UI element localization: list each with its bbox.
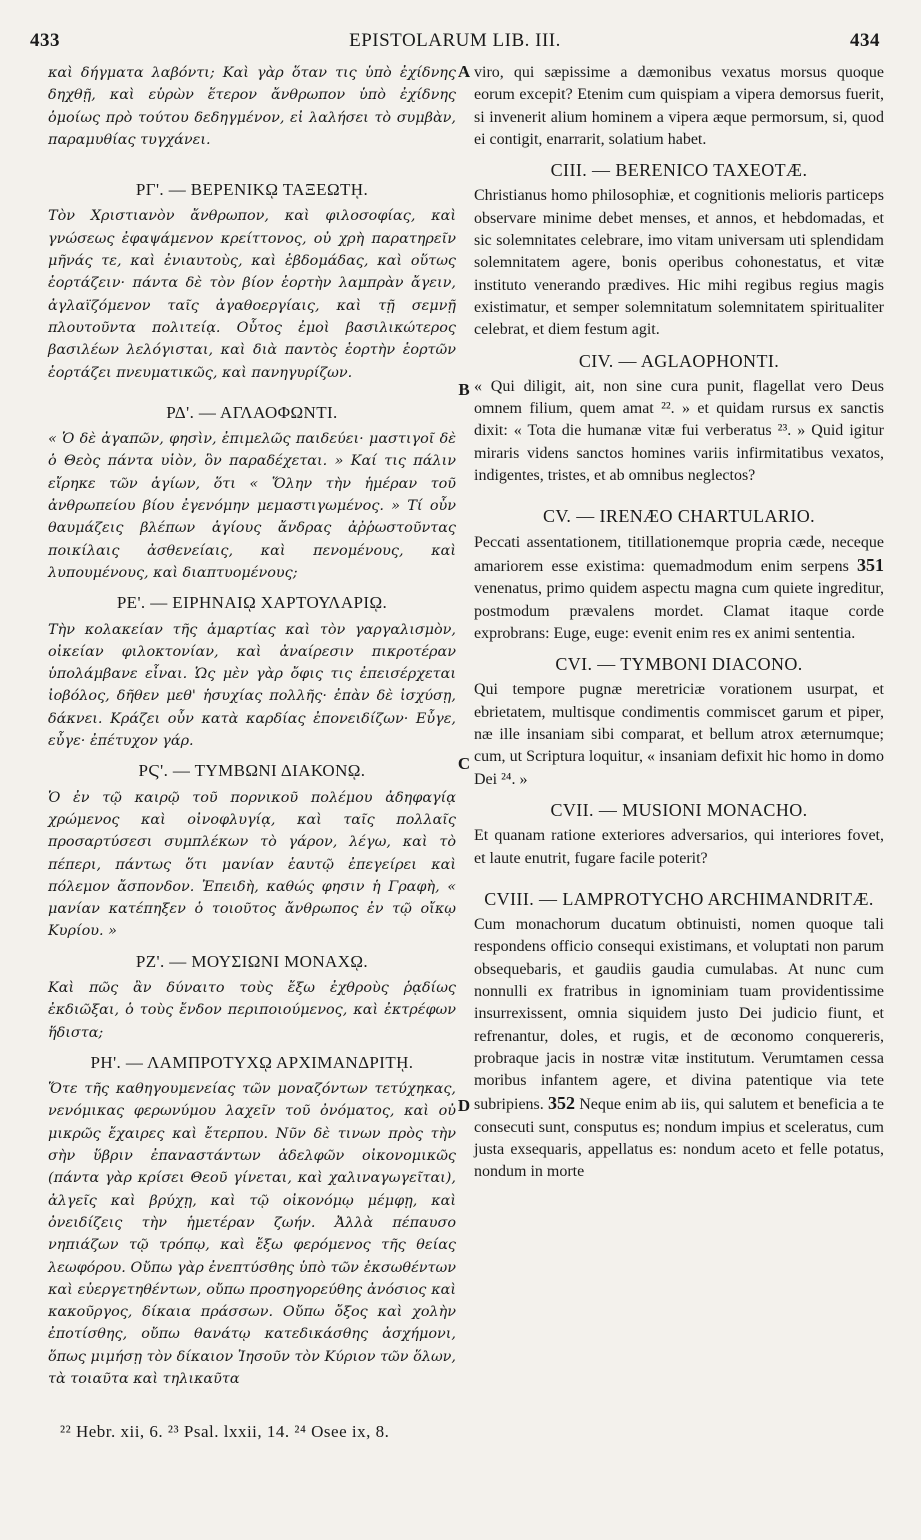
column-marker-c: C [457,754,471,773]
greek-heading-104: ΡΔ'. — ΑΓΛΑΟΦΩΝΤΙ. [166,402,338,422]
running-title: EPISTOLARUM LIB. III. [349,30,561,51]
latin-intro: viro, qui sæpissime a dæmonibus vexatus morsus quoque eorum excepit? Etenim cum quispiam a vipera demorsus fuerit, si invenerit alium hominem a vipera æque permorsum, si, quod ei contigit, enarrarit, solatium habet. [474,64,884,148]
marginal-page-number-351: 351 [857,554,885,575]
latin-letter-106: Qui tempore pugnæ meretriciæ vorationem usurpat, et ebrietatem, multisque condimentis commiscet garum et piper, næ ille insaniam sibi comparat, et bellum atrox æternumque; cum, ut Scriptura loquitur, « insaniam defixit hic homo in domo Dei ²⁴. » [474,681,884,788]
marginal-page-number-352: 352 [547,1093,575,1114]
greek-heading-105: ΡΕ'. — ΕΙΡΗΝΑΙῼ ΧΑΡΤΟΥΛΑΡΙῼ. [116,593,388,613]
latin-letter-108-part1: Cum monachorum ducatum obtinuisti, nomen quoque tali respondens officio consequi existimans, et voluptati non parum obsequebaris, et gaudiis gaudia cumulabas. At nunc cum nonnulli ex fratribus in ignominiam tuam providentissime insurrexissent, omnia siquidem justo Dei judicio fiunt, et refrenantur, doles, et rugis, et de œconomo conquereris, probraque jacis in nostræ vitæ institutum. Verumtamen cessa moribus infantem agere, et divina patentique via tete subripiens. [474,916,884,1114]
greek-heading-108: ΡΗ'. — ΛΑΜΠΡΟΤΥΧῼ ΑΡΧΙΜΑΝΔΡΙΤῌ. [90,1052,414,1072]
latin-letter-105 [474,532,884,645]
running-head [30,30,880,56]
greek-heading-103: ΡΓ'. — ΒΕΡΕΝΙΚῼ ΤΑΞΕΩΤῌ. [135,180,369,200]
greek-letter-104: « Ὁ δὲ ἀγαπῶν, φησὶν, ἐπιμελῶς παιδεύει· μαστιγοῖ δὲ ὁ Θεὸς πάντα υἱὸν, ὃν παραδέχεται. » Καί τις πάλιν εἴρηκε τῶν ἁγίων, ὅτι « Ὅλην τὴν ἡμέραν τοῦ ἀνθρωπείου βίου ἐγενόμην μεμαστιγωμένος. » Τί οὖν θαυμάζεις βλέπων ἁγίους ἄνδρας ἀῤῥωστοῦντας ποικίλαις ἀσθενείαις, καὶ πενομένους, καὶ λυπουμένους, καὶ διαπτυομένους; [48,431,456,581]
greek-letter-105: Τὴν κολακείαν τῆς ἁμαρτίας καὶ τὸν γαργαλισμὸν, οἰκείαν φιλοκτονίαν, καὶ ἀναίρεσιν πικροτέραν ὑπολάμβανε εἶναι. Ὡς μὲν γὰρ ὄφις τις ἐπεισέρχεται ἰοβόλος, δῆθεν μεθ' ἡσυχίας πολλῆς· ἐπὰν δὲ ἰσχύσῃ, δάκνει. Κράζει οὖν κατὰ καρδίας ἐπονειδίζων· Εὖγε, εὖγε· ἐπέτυχον γάρ. [48,621,456,750]
greek-letter-107: Καὶ πῶς ἂν δύναιτο τοὺς ἔξω ἐχθροὺς ῥᾳδίως ἐκδιῶξαι, ὁ τοὺς ἔνδον περιποιούμενος, καὶ ἐκτρέφων ἥδιστα; [48,979,456,1041]
footnotes: ²² Hebr. xii, 6. ²³ Psal. lxxii, 14. ²⁴ Osee ix, 8. [60,1422,390,1441]
latin-column [474,62,884,1184]
greek-letter-108: Ὅτε τῆς καθηγουμενείας τῶν μοναζόντων τετύχηκας, νενόμικας φερωνύμου λαχεῖν τοῦ ὀνόματος, καὶ οὐ μικρῶς ἔχαιρες καὶ ἔτερπου. Νῦν δὲ τινων πρὸς τὴν σὴν ὕβριν ἐπαναστάντων ἀδελφῶν οἰκονομικῶς (πάντα γὰρ κρίσει Θεοῦ γίνεται, καὶ χαλιναγωγεῖται), ἀλγεῖς καὶ βρύχῃ, καὶ τῷ οἰκονόμῳ μέμφῃ, καὶ ὀνειδίζεις τὴν ἡμετέραν ζωήν. Ἀλλὰ πέπαυσο νηπιάζων τῷ τρόπῳ, καὶ ἔξω φερόμενος τῆς θείας λεωφόρου. Οὔπω γὰρ ἐνεπτύσθης ὑπὸ τῶν ἐκσωθέντων καὶ εὐεργετηθέντων, οὔπω προσηγορεύθης ἀνόσιος καὶ κακοῦργος, δίκαια πράσσων. Οὔπω ὄξος καὶ χολὴν ἐποτίσθης, οὔπω θανάτῳ κατεδικάσθης ἀσχήμονι, ὅπως μιμήσῃ τὸν δίκαιον Ἰησοῦν τὸν Κύριον τῶν ὅλων, τὰ τοιαῦτα καὶ τηλικαῦτα [48,1081,456,1388]
latin-heading-104: CIV. — AGLAOPHONTI. [578,350,780,371]
column-marker-b: B [458,380,470,399]
latin-letter-105-part2: venenatus, primo quidem aspectu magna cum quiete ingreditur, postmodum prævalens mordet. Clamat itaque corde exprobrans: Euge, euge: evenit enim res ex animi sententia. [474,580,884,642]
latin-letter-103: Christianus homo philosophiæ, et cognitionis melioris particeps observare minime debet menses, et annos, et hebdomadas, et sic solemnitates celebrare, imo vitam universam uti splendidam solemnitatem agere, bonis operibus cohonestatus, et vitæ instituto venerando prædives. Hic mihi regibus regius magis existimatur, et semper solemnitatum solemnitatem spiritualiter celebrat, et diem festum agit. [474,187,884,339]
greek-intro: καὶ δήγματα λαβόντι; Καὶ γὰρ ὅταν τις ὑπὸ ἐχίδνης δηχθῇ, καὶ εὑρὼν ἕτερον ἄνθρωπον ὑπὸ ἐχίδνης ὁμοίως πρὸ τούτου δεδηγμένον, εἰ λαλήσει τὸ συμβὰν, παραμυθίας τυγχάνει. [48,65,456,148]
greek-letter-103: Τὸν Χριστιανὸν ἄνθρωπον, καὶ φιλοσοφίας, καὶ γνώσεως ἐφαψάμενον κρείττονος, οὐ χρὴ παρατηρεῖν μῆνάς τε, καὶ ἐνιαυτοὺς, καὶ ἑβδομάδας, καὶ οὕτως ἑορτάζειν· πάντα δὲ τὸν βίον ἑορτὴν λαμπρὰν ἄγειν, ἀγλαϊζόμενον ταῖς ἀγαθοεργίαις, καὶ τῇ σεμνῇ πλουτοῦντα πολιτείᾳ. Οὗτος ἐμοὶ βασιλικώτερος βασιλέων λελόγισται, καὶ διὰ παντὸς ἑορτὴν ἑορτῶν ἑορτάζει πνευματικῶς, καὶ πανηγυρίζων. [48,208,456,381]
latin-letter-108-part2: Neque enim ab iis, qui salutem et beneficia a te consecuti sunt, consputus es; nondum impius et sceleratus, cum justa exsequaris, appellatus es: nondum aceto et felle potatus, nondum in morte [474,1096,885,1181]
greek-heading-106: ΡϚ'. — ΤΥΜΒΩΝΙ ΔΙΑΚΟΝῼ. [138,761,366,781]
column-marker-a: A [457,62,471,81]
latin-letter-107: Et quanam ratione exteriores adversarios, qui interiores fovet, et laute enutrit, fugare facile poterit? [474,827,884,867]
latin-heading-107: CVII. — MUSIONI MONACHO. [550,799,808,820]
latin-heading-108: CVIII. — LAMPROTYCHO ARCHIMANDRITÆ. [484,888,874,909]
column-marker-d: D [457,1096,471,1115]
greek-column [48,62,456,1390]
greek-letter-106: Ὁ ἐν τῷ καιρῷ τοῦ πορνικοῦ πολέμου ἀδηφαγίᾳ χρώμενος καὶ οἰνοφλυγίᾳ, καὶ ταῖς πολλαῖς προσαρτύσεσι συμπλέκων τὸ γάρον, λέγω, καὶ τὸ πέπερι, πάντως ὅτι μανίαν ἑαυτῷ ἐπεγείρει καὶ πόλεμον ἄσπονδον. Ἐπειδὴ, καθώς φησιν ἡ Γραφὴ, « μανίαν κατέπηξεν ὁ τοιοῦτος ἄνθρωπος ἐν τῷ οἴκῳ Κυρίου. » [48,789,456,940]
latin-heading-103: CIII. — BERENICO TAXEOTÆ. [550,160,808,181]
latin-letter-108 [474,914,884,1184]
page-number-right: 434 [850,30,880,51]
latin-letter-105-part1: Peccati assentationem, titillationemque propria cæde, neceque amariorem esse existima: quemadmodum enim serpens [474,533,884,575]
page-number-left: 433 [30,30,60,51]
latin-letter-104: « Qui diligit, ait, non sine cura punit, flagellat vero Deus omnem filium, quem amat ²². » et quidam rursus ex sanctis dixit: « Tota die humanæ vitæ fui verberatus ²³. » Quid igitur miraris videns sanctos homines variis infirmitatibus vexatos, indigentes, tristes, et ab omnibus neglectos? [474,377,884,485]
latin-heading-106: CVI. — TYMBONI DIACONO. [555,654,803,675]
latin-heading-105: CV. — IRENÆO CHARTULARIO. [542,506,816,527]
greek-heading-107: ΡΖ'. — ΜΟΥΣΙΩΝΙ ΜΟΝΑΧῼ. [135,951,369,971]
